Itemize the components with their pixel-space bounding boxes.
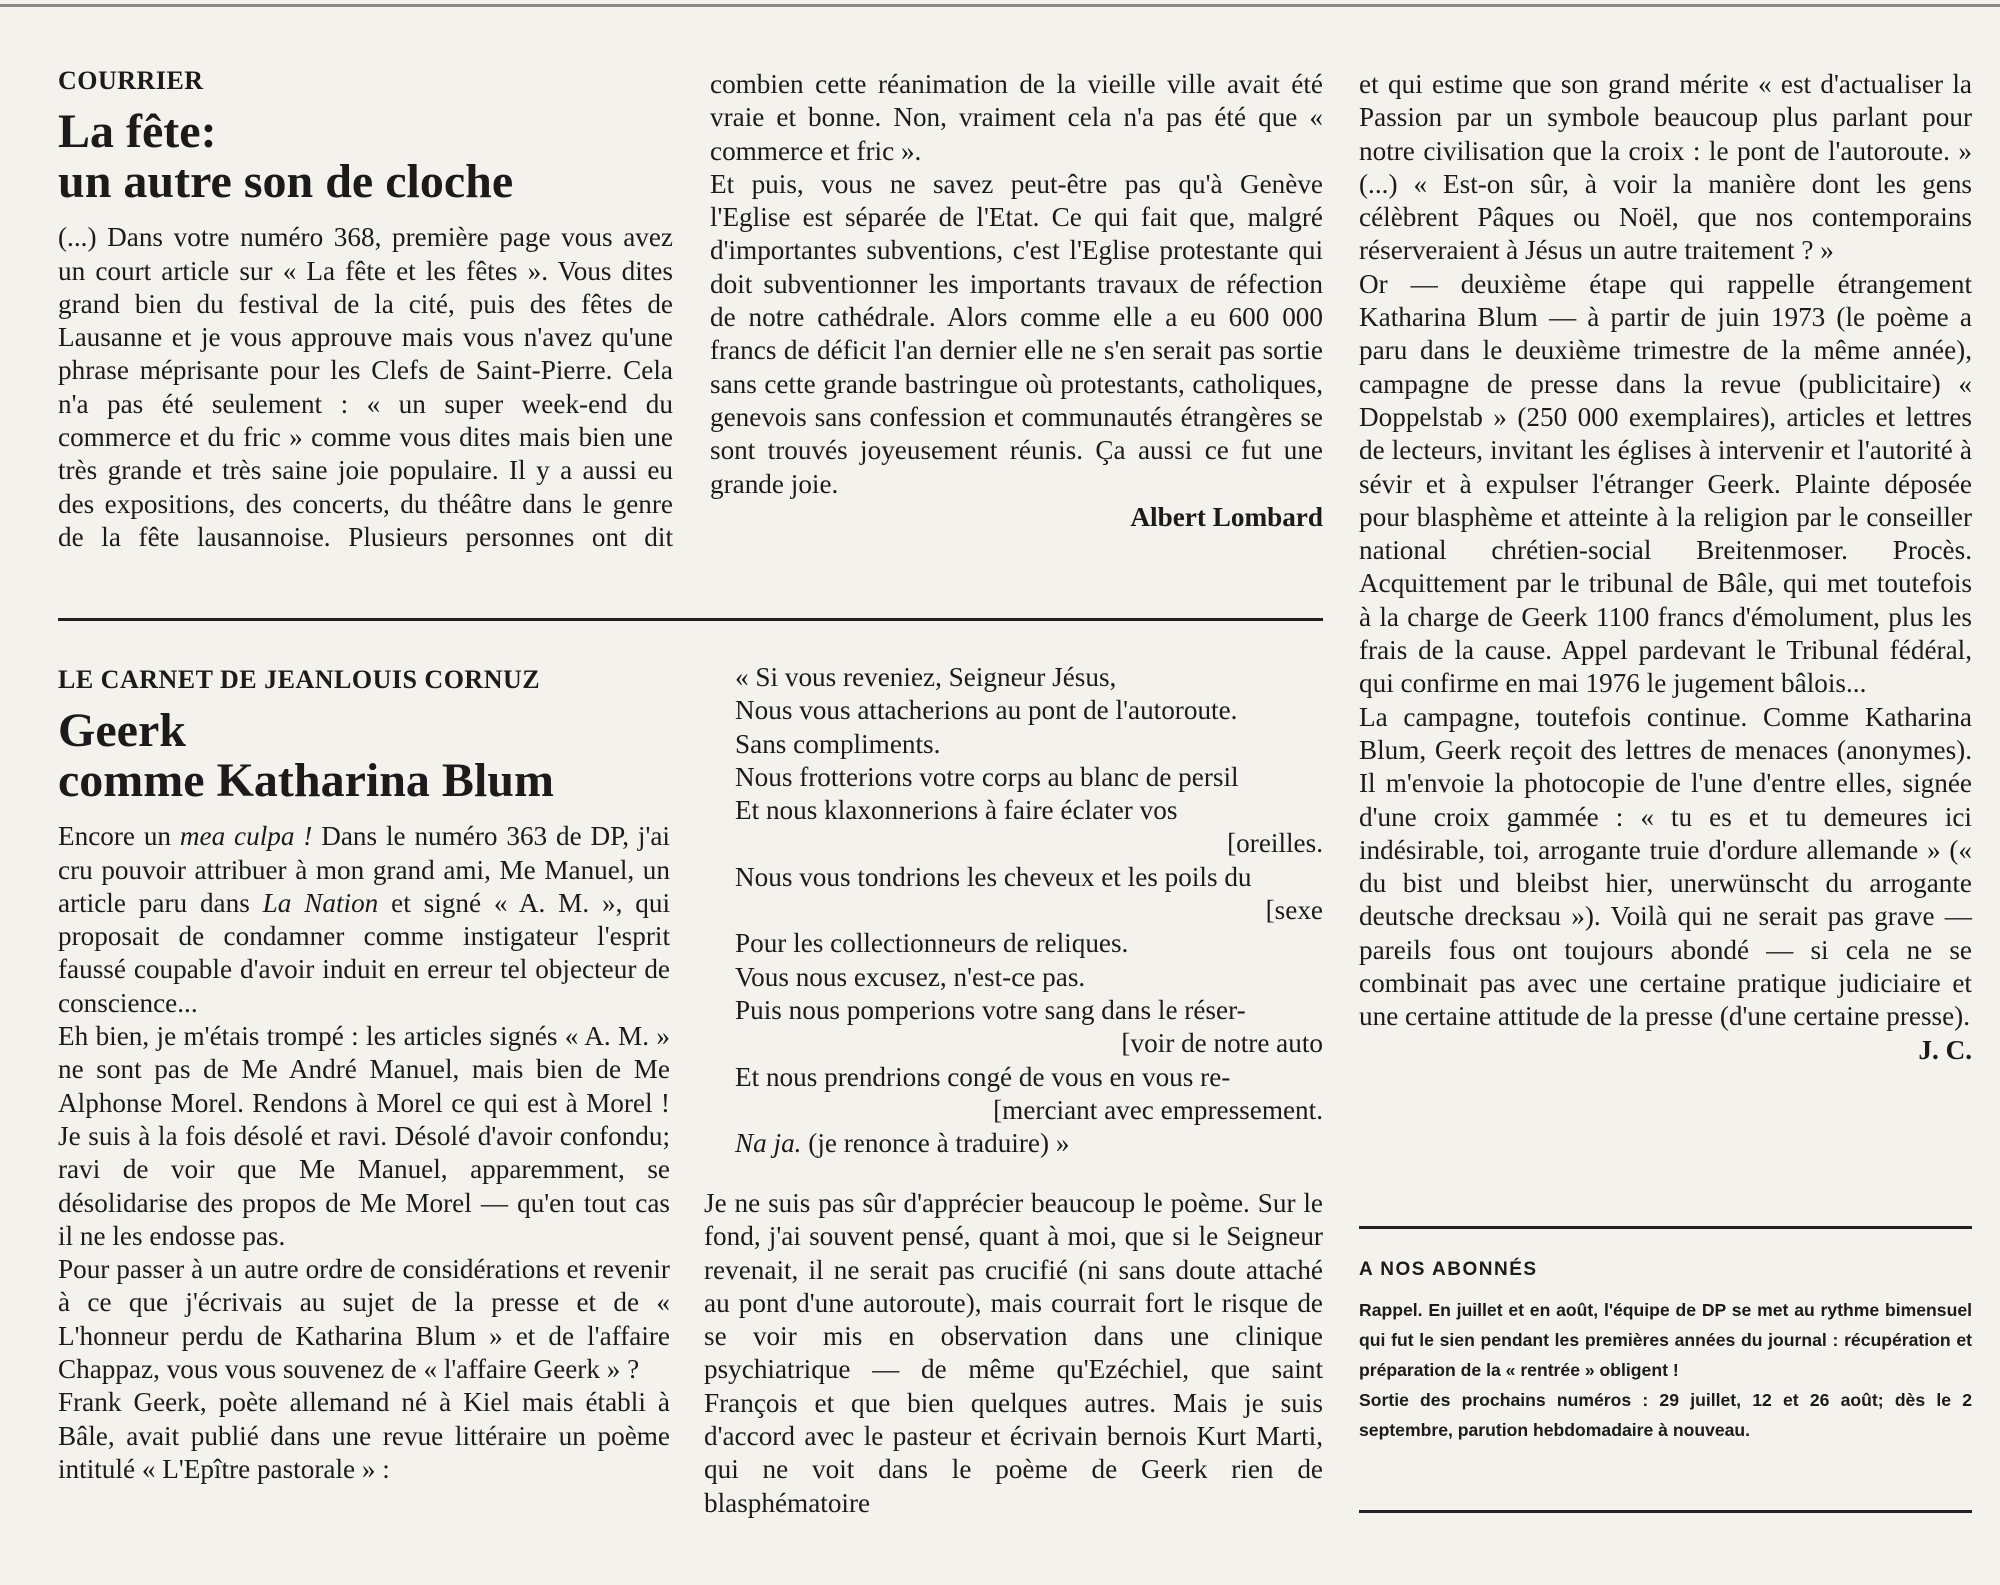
poem-line: Puis nous pomperions votre sang dans le réser-: [735, 994, 1246, 1025]
carnet-paragraph-4: Frank Geerk, poète allemand né à Kiel mais établi à Bâle, avait publié dans une revue littéraire un poème intitulé « L'Epître pastorale » :: [58, 1387, 670, 1484]
carnet-paragraph-3: Pour passer à un autre ordre de considérations et revenir à ce que j'écrivais au sujet de la presse et de « L'honneur perdu de Katharina Blum » et de l'affaire Chappaz, vous vous souvenez de « l'affaire Geerk » ?: [58, 1254, 670, 1385]
poem-line-continuation: [oreilles.: [1227, 828, 1323, 859]
carnet-rubric: LE CARNET DE JEANLOUIS CORNUZ: [58, 665, 541, 694]
poem-line-continuation: [sexe: [1265, 895, 1323, 926]
carnet-col3-paragraph-2: Or — deuxième étape qui rappelle étrangement Katharina Blum — à partir de juin 1973 (le poème a paru dans le deuxième trimestre de la même année), campagne de presse dans la revue (publicitaire) « Doppelstab » (250 000 exemplaires), articles et lettres de lecteurs, invitant les églises à intervenir et l'autorité à sévir et à expulser l'étranger Geerk. Plainte déposée pour blasphème et atteinte à la religion par le conseiller national chrétien-social Breitenmoser. Procès. Acquittement par le tribunal de Bâle, qui met toutefois à la charge de Geerk 1100 francs d'émolument, plus les frais de la cause. Appel pardevant le Tribunal fédéral, qui confirme en mai 1976 le jugement bâlois...: [1359, 268, 1972, 699]
section-divider-rule: [58, 618, 1323, 621]
top-border-line: [0, 4, 2000, 7]
courrier-headline-line1: La fête:: [58, 105, 217, 159]
abonnes-paragraph-2: Sortie des prochains numéros : 29 juillet, 12 et 26 août; dès le 2 septembre, parution hebdomadaire à nouveau.: [1359, 1390, 1972, 1440]
abonnes-notice: [1359, 1255, 1972, 1445]
courrier-paragraph-1: combien cette réanimation de la vieille ville avait été vraie et bonne. Non, vraiment cela n'a pas été que « commerce et fric ».: [710, 69, 1323, 166]
carnet-p1-mid: Dans le numéro 363 de DP, j'ai cru pouvoir attribuer à mon grand ami, Me Manuel, un article paru dans: [58, 821, 670, 918]
carnet-p1-italic: mea culpa !: [179, 821, 313, 852]
abonnes-top-rule: [1359, 1226, 1972, 1229]
carnet-column-1: [58, 663, 670, 1486]
carnet-headline-line1: Geerk: [58, 704, 186, 758]
poem-line: [735, 1127, 1323, 1160]
carnet-p1-end: et signé « A. M. », qui proposait de condamner comme instigateur l'esprit faussé coupable d'avoir induit en erreur tel objecteur de conscience...: [58, 887, 670, 1018]
poem-line: Pour les collectionneurs de reliques.: [735, 928, 1129, 959]
carnet-p1-start: Encore un: [58, 821, 180, 852]
poem-line: Nous vous attacherions au pont de l'autoroute.: [735, 695, 1238, 726]
carnet-column-2-poem: [735, 661, 1323, 1160]
poem-italic: Na ja.: [735, 1128, 802, 1159]
carnet-col3-paragraph-3: La campagne, toutefois continue. Comme Katharina Blum, Geerk reçoit des lettres de menaces (anonymes). Il m'envoie la photocopie de l'une d'entre elles, signée d'une croix gammée : « tu es et tu demeures ici indésirable, toi, arrogante truie d'ordure allemande » (« du bist und bleibst hier, unerwünscht du arrogante deutsche drecksau »). Voilà qui ne serait pas grave — pareils fous ont toujours abondé — si cela ne se combinait pas avec une certaine pratique judiciaire et une certaine attitude de la presse (d'une certaine presse).: [1359, 701, 1972, 1032]
carnet-p1-italic2: La Nation: [262, 887, 379, 918]
courrier-column-1: [58, 64, 673, 554]
abonnes-bottom-rule: [1359, 1510, 1972, 1513]
poem-line-continuation: [merciant avec empressement.: [993, 1094, 1323, 1125]
courrier-rubric: COURRIER: [58, 66, 204, 95]
courrier-body-text: (...) Dans votre numéro 368, première page vous avez un court article sur « La fête et les fêtes ». Vous dites grand bien du festival de la cité, puis des fêtes de Lausanne et je vous approuve mais vous n'avez qu'une phrase méprisante pour les Clefs de Saint-Pierre. Cela n'a pas été seulement : « un super week-end du commerce et du fric » comme vous dites mais bien une très grande et très saine joie populaire. Il y a aussi eu des expositions, des concerts, du théâtre dans le genre de la fête lausannoise. Plusieurs personnes ont dit: [58, 222, 673, 552]
carnet-paragraph-5: Je ne suis pas sûr d'apprécier beaucoup le poème. Sur le fond, j'ai souvent pensé, quant à moi, que si le Seigneur revenait, il ne serait pas crucifié (ni sans doute attaché au pont d'une autoroute), mais courrait fort le risque de se voir mis en observation dans une clinique psychiatrique — de même qu'Ezéchiel, que saint François et que bien quelques autres. Mais je suis d'accord avec le pasteur et écrivain bernois Kurt Marti, qui ne voit dans le poème de Geerk rien de blasphématoire: [704, 1188, 1323, 1518]
carnet-paragraph-2: Eh bien, je m'étais trompé : les articles signés « A. M. » ne sont pas de Me André Manuel, mais bien de Me Alphonse Morel. Rendons à Morel ce qui est à Morel ! Je suis à la fois désolé et ravi. Désolé d'avoir confondu; ravi de voir que Me Manuel, apparemment, se désolidarise des propos de Me Morel — qu'en tout cas il ne les endosse pas.: [58, 1021, 670, 1251]
poem-line: Et nous prendrions congé de vous en vous re-: [735, 1061, 1231, 1092]
poem-line: Et nous klaxonnerions à faire éclater vos: [735, 795, 1178, 826]
carnet-headline-line2: comme Katharina Blum: [58, 754, 554, 808]
abonnes-paragraph-1: Rappel. En juillet et en août, l'équipe de DP se met au rythme bimensuel qui fut le sien pendant les premières années du journal : récupération et préparation de la « rentrée » obligent !: [1359, 1300, 1972, 1380]
poem-line-end: (je renonce à traduire) »: [801, 1128, 1070, 1159]
carnet-col3-paragraph-1: et qui estime que son grand mérite « est d'actualiser la Passion par un symbole beaucoup plus parlant pour notre civilisation que la croix : le pont de l'autoroute. » (...) « Est-on sûr, à voir la manière dont les gens célèbrent Pâques ou Noël, que nos contemporains réserveraient à Jésus un autre traitement ? »: [1359, 69, 1972, 266]
carnet-signature: J. C.: [1918, 1034, 1972, 1065]
poem-line: Sans compliments.: [735, 728, 941, 759]
poem-line-continuation: [voir de notre auto: [1121, 1028, 1323, 1059]
carnet-paragraph-1: [58, 820, 670, 1020]
courrier-paragraph-2: Et puis, vous ne savez peut-être pas qu'à Genève l'Eglise est séparée de l'Etat. Ce qui fait que, malgré d'importantes subventions, c'est l'Eglise protestante qui doit subventionner les importants travaux de réfection de notre cathédrale. Alors comme elle a eu 600 000 francs de déficit l'an dernier elle ne s'en serait pas sortie sans cette grande bastringue où protestants, catholiques, genevois sans confession et communautés étrangères se sont trouvés joyeusement réunis. Ça aussi ce fut une grande joie.: [710, 168, 1323, 499]
carnet-column-2-text: [704, 1187, 1323, 1520]
courrier-headline-line2: un autre son de cloche: [58, 155, 514, 209]
carnet-column-3: [1359, 68, 1972, 1067]
courrier-signature: Albert Lombard: [1130, 501, 1323, 532]
courrier-column-2: [710, 68, 1323, 534]
abonnes-title: A NOS ABONNÉS: [1359, 1259, 1538, 1280]
poem-line: « Si vous reveniez, Seigneur Jésus,: [735, 662, 1117, 692]
poem-line: Nous vous tondrions les cheveux et les poils du: [735, 861, 1252, 892]
poem-line: Vous nous excusez, n'est-ce pas.: [735, 961, 1086, 992]
poem-line: Nous frotterions votre corps au blanc de persil: [735, 761, 1239, 792]
